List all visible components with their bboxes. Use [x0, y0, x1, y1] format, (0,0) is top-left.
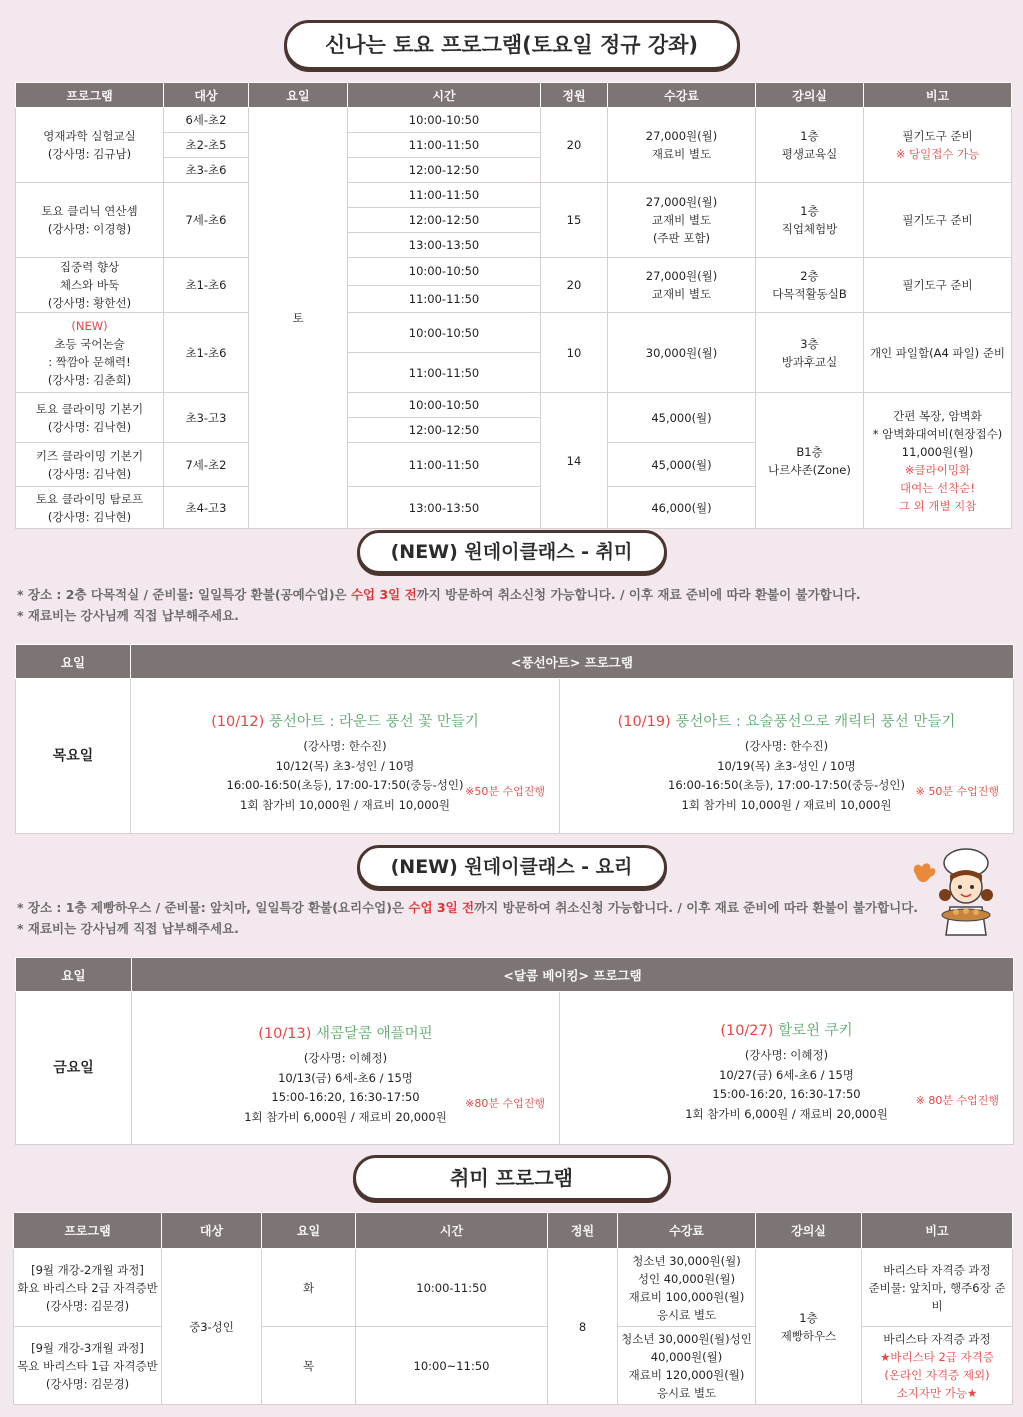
program-cell: 토요 클라이밍 기본기 (강사명: 김낙현) — [16, 393, 164, 443]
room-cell: B1층 나르샤존(Zone) — [756, 393, 864, 529]
notice-text: * 장소 : 1층 제빵하우스 / 준비물: 앞치마, 일일특강 환불(요리수업)은 수업 3일 전까지 방문하여 취소신청 가능합니다. / 이후 재료 준비에 따라 환불이 불가합니다. * 재료비는 강사님께 직접 납부해주세요. — [17, 900, 919, 936]
time-cell: 13:00-13:50 — [348, 233, 541, 258]
hobby-program-table — [13, 1212, 1013, 1405]
target-cell: 초3-고3 — [164, 393, 249, 443]
col-header: 비고 — [864, 83, 1012, 108]
capacity-cell: 14 — [541, 393, 608, 529]
fee-cell: 27,000원(월) 재료비 별도 — [608, 108, 756, 183]
table-row — [16, 992, 1014, 1145]
col-header: 강의실 — [756, 1213, 862, 1249]
day-cell: 토 — [249, 108, 348, 529]
table-row — [16, 313, 1012, 353]
program-cell: 키즈 클라이밍 기본기 (강사명: 김낙현) — [16, 443, 164, 487]
table-header-row — [14, 1213, 1013, 1249]
class-cell: (10/27) 할로윈 쿠키 (강사명: 이혜정) 10/27(금) 6세-초6 / 15명 15:00-16:20, 16:30-17:50 1회 참가비 6,000원 / 재료비 20,000원 ※ 80분 수업진행 — [560, 992, 1014, 1145]
col-header: 요일 — [262, 1213, 356, 1249]
note-cell: 필기도구 준비 — [864, 258, 1012, 313]
duration-note: ※ 80분 수업진행 — [915, 1094, 1000, 1107]
fee-cell: 45,000(월) — [608, 443, 756, 487]
chef-illustration — [908, 845, 1004, 945]
fee-cell: 45,000(월) — [608, 393, 756, 443]
note-cell: 바리스타 자격증 과정 준비물: 앞치마, 행주6장 준비 — [862, 1249, 1013, 1327]
chef-icon — [908, 845, 1004, 945]
target-cell: 6세-초2 — [164, 108, 249, 133]
day-cell: 목 — [262, 1327, 356, 1405]
target-cell: 초2-초5 — [164, 133, 249, 158]
section-title-oneday-hobby: (NEW) 원데이클래스 - 취미 — [357, 530, 667, 574]
day-cell: 목요일 — [16, 679, 131, 834]
time-cell: 11:00-11:50 — [348, 443, 541, 487]
room-cell: 1층 직업체험방 — [756, 183, 864, 258]
class-cell: (10/13) 새콤달콤 애플머핀 (강사명: 이혜정) 10/13(금) 6세-초6 / 15명 15:00-16:20, 16:30-17:50 1회 참가비 6,000원 / 재료비 20,000원 ※80분 수업진행 — [132, 992, 560, 1145]
duration-note: ※50분 수업진행 — [465, 785, 545, 798]
note-cell: 필기도구 준비 — [864, 183, 1012, 258]
note-cell: 바리스타 자격증 과정 ★바리스타 2급 자격증 (온라인 자격증 제외) 소지자만 가능★ — [862, 1327, 1013, 1405]
col-header: 대상 — [164, 83, 249, 108]
note-cell: 개인 파일함(A4 파일) 준비 — [864, 313, 1012, 393]
note-cell: 간편 복장, 암벽화 * 암벽화대여비(현장접수) 11,000원(월) ※클라이밍화 대여는 선착순! 그 외 개별 지참 — [864, 393, 1012, 529]
fee-cell: 청소년 30,000원(월) 성인 40,000원(월) 재료비 100,000원(월) 응시료 별도 — [618, 1249, 756, 1327]
time-cell: 10:00-10:50 — [348, 258, 541, 286]
table-row — [16, 258, 1012, 286]
time-cell: 11:00-11:50 — [348, 133, 541, 158]
table-row — [16, 393, 1012, 418]
target-cell: 중3-성인 — [162, 1249, 262, 1405]
section-title-hobby: 취미 프로그램 — [353, 1155, 671, 1201]
saturday-program-table — [15, 82, 1012, 529]
fee-cell: 27,000원(월) 교재비 별도 — [608, 258, 756, 313]
program-cell: (NEW) 초등 국어논술 : 짝깜아 문해력! (강사명: 김춘희) — [16, 313, 164, 393]
table-row — [14, 1249, 1013, 1327]
time-cell: 10:00~11:50 — [356, 1327, 548, 1405]
time-cell: 12:00-12:50 — [348, 208, 541, 233]
col-header: 프로그램 — [14, 1213, 162, 1249]
col-header: <달콤 베이킹> 프로그램 — [132, 958, 1014, 992]
col-header: 비고 — [862, 1213, 1013, 1249]
target-cell: 초1-초6 — [164, 258, 249, 313]
section-title-saturday: 신나는 토요 프로그램(토요일 정규 강좌) — [284, 20, 740, 70]
time-cell: 10:00-10:50 — [348, 393, 541, 418]
day-cell: 화 — [262, 1249, 356, 1327]
col-header: 프로그램 — [16, 83, 164, 108]
col-header: 시간 — [348, 83, 541, 108]
day-cell: 금요일 — [16, 992, 132, 1145]
col-header: 시간 — [356, 1213, 548, 1249]
col-header: 요일 — [16, 645, 131, 679]
fee-cell: 27,000원(월) 교재비 별도 (주판 포함) — [608, 183, 756, 258]
program-cell: 토요 클라이밍 탐로프 (강사명: 김낙현) — [16, 487, 164, 529]
notice-text: * 장소 : 2층 다목적실 / 준비물: 일일특강 환불(공예수업)은 수업 3일 전까지 방문하여 취소신청 가능합니다. / 이후 재료 준비에 따라 환불이 불가합니다. * 재료비는 강사님께 직접 납부해주세요. — [17, 587, 861, 623]
time-cell: 10:00-10:50 — [348, 313, 541, 353]
target-cell: 7세-초6 — [164, 183, 249, 258]
time-cell: 10:00-10:50 — [348, 108, 541, 133]
table-row — [16, 183, 1012, 208]
section-title-oneday-cooking: (NEW) 원데이클래스 - 요리 — [357, 845, 667, 889]
room-cell: 3층 방과후교실 — [756, 313, 864, 393]
class-cell: (10/12) 풍선아트 : 라운드 풍선 꽃 만들기 (강사명: 한수진) 10/12(목) 초3-성인 / 10명 16:00-16:50(초등), 17:00-17:50(중등-성인) 1회 참가비 10,000원 / 재료비 10,000원 ※50분 수업진행 — [131, 679, 560, 834]
room-cell: 2층 다목적활동실B — [756, 258, 864, 313]
col-header: 정원 — [548, 1213, 618, 1249]
col-header: 강의실 — [756, 83, 864, 108]
col-header: 수강료 — [608, 83, 756, 108]
capacity-cell: 10 — [541, 313, 608, 393]
col-header: 정원 — [541, 83, 608, 108]
duration-note: ※ 50분 수업진행 — [915, 785, 999, 798]
fee-cell: 30,000원(월) — [608, 313, 756, 393]
table-header-row — [16, 83, 1012, 108]
table-row — [16, 679, 1014, 834]
target-cell: 7세-초2 — [164, 443, 249, 487]
capacity-cell: 15 — [541, 183, 608, 258]
note-cell: 필기도구 준비 ※ 당일접수 가능 — [864, 108, 1012, 183]
col-header: 수강료 — [618, 1213, 756, 1249]
time-cell: 11:00-11:50 — [348, 285, 541, 313]
target-cell: 초1-초6 — [164, 313, 249, 393]
program-cell: 토요 클리닉 연산셈 (강사명: 이경형) — [16, 183, 164, 258]
program-cell: [9월 개강-3개월 과정] 목요 바리스타 1급 자격증반 (강사명: 김문경) — [14, 1327, 162, 1405]
target-cell: 초3-초6 — [164, 158, 249, 183]
col-header: 대상 — [162, 1213, 262, 1249]
fee-cell: 청소년 30,000원(월)성인 40,000원(월) 재료비 120,000원(월) 응시료 별도 — [618, 1327, 756, 1405]
program-cell: 영재과학 실험교실 (강사명: 김규남) — [16, 108, 164, 183]
col-header: <풍선아트> 프로그램 — [131, 645, 1014, 679]
col-header: 요일 — [249, 83, 348, 108]
time-cell: 11:00-11:50 — [348, 183, 541, 208]
balloon-art-table — [15, 644, 1014, 834]
time-cell: 12:00-12:50 — [348, 418, 541, 443]
duration-note: ※80분 수업진행 — [465, 1097, 545, 1110]
program-cell: 집중력 향상 체스와 바둑 (강사명: 황한선) — [16, 258, 164, 313]
time-cell: 13:00-13:50 — [348, 487, 541, 529]
time-cell: 12:00-12:50 — [348, 158, 541, 183]
time-cell: 10:00-11:50 — [356, 1249, 548, 1327]
room-cell: 1층 제빵하우스 — [756, 1249, 862, 1405]
room-cell: 1층 평생교육실 — [756, 108, 864, 183]
class-cell: (10/19) 풍선아트 : 요술풍선으로 캐릭터 풍선 만들기 (강사명: 한수진) 10/19(목) 초3-성인 / 10명 16:00-16:50(초등), 17:00-17:50(중등-성인) 1회 참가비 10,000원 / 재료비 10,000원 ※ 50분 수업진행 — [560, 679, 1014, 834]
capacity-cell: 8 — [548, 1249, 618, 1405]
capacity-cell: 20 — [541, 108, 608, 183]
fee-cell: 46,000(월) — [608, 487, 756, 529]
table-row — [16, 108, 1012, 133]
target-cell: 초4-고3 — [164, 487, 249, 529]
time-cell: 11:00-11:50 — [348, 353, 541, 393]
table-header-row — [16, 958, 1014, 992]
table-header-row — [16, 645, 1014, 679]
col-header: 요일 — [16, 958, 132, 992]
capacity-cell: 20 — [541, 258, 608, 313]
baking-table — [15, 957, 1014, 1145]
program-cell: [9월 개강-2개월 과정] 화요 바리스타 2급 자격증반 (강사명: 김문경) — [14, 1249, 162, 1327]
